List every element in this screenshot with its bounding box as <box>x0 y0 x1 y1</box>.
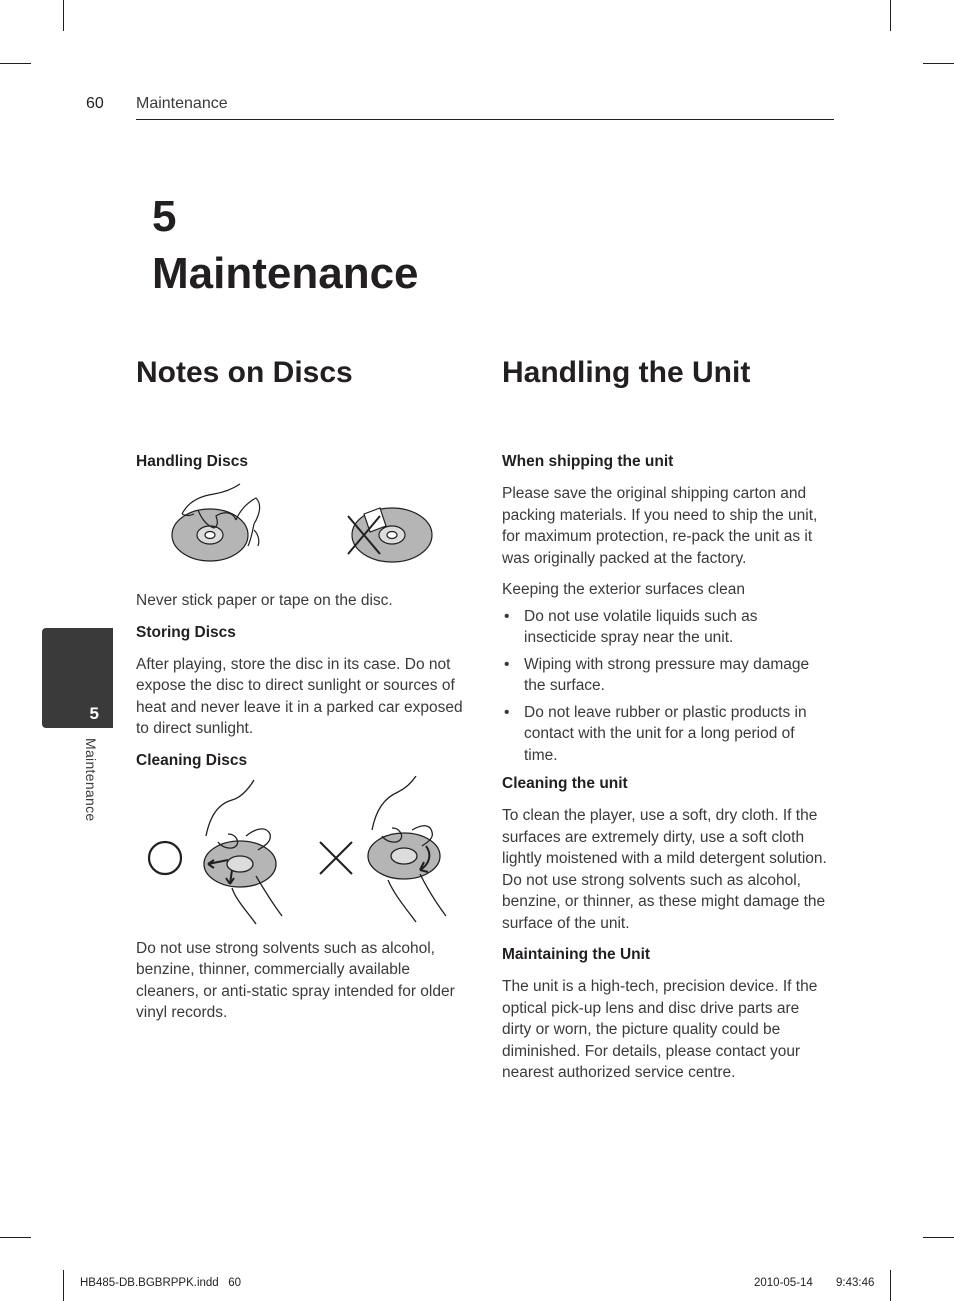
handling-discs-illustration <box>136 480 470 572</box>
exterior-intro: Keeping the exterior surfaces clean <box>502 581 745 598</box>
section-heading-handling-the-unit: Handling the Unit <box>502 356 751 389</box>
running-title: Maintenance <box>136 95 228 112</box>
footer-timestamp: 2010-05-14 9:43:46 <box>754 1277 875 1289</box>
maintaining-unit-text: The unit is a high-tech, precision device. If the optical pick-up lens and disc drive parts are dirty or worn, the picture quality could be diminished. For details, please contact your nearest authorized service centre. <box>502 978 818 1081</box>
crop-mark <box>923 1237 954 1238</box>
chapter-tab-number: 5 <box>89 704 99 723</box>
footer-file-name: HB485-DB.BGBRPPK.indd 60 <box>80 1277 242 1289</box>
section-heading-notes-on-discs: Notes on Discs <box>136 356 353 389</box>
subheading-handling-discs: Handling Discs <box>136 453 248 470</box>
subheading-cleaning-the-unit: Cleaning the unit <box>502 775 628 792</box>
crop-mark <box>63 0 64 31</box>
notes-on-discs-column <box>136 354 470 1024</box>
subheading-storing-discs: Storing Discs <box>136 623 236 641</box>
chapter-number: 5 <box>152 192 177 241</box>
crop-mark <box>890 0 891 31</box>
chapter-tab-label: Maintenance <box>83 738 99 822</box>
shipping-text: Please save the original shipping carton and packing materials. If you need to ship the unit, for maximum protection, re-pack the unit as it was originally packed at the factory. <box>502 485 818 567</box>
list-item: • Do not use volatile liquids such as insecticide spray near the unit. <box>502 606 832 649</box>
header-rule <box>136 119 834 120</box>
exterior-bullet-list <box>502 606 832 767</box>
subheading-maintaining-the-unit: Maintaining the Unit <box>502 946 651 963</box>
cleaning-unit-text: To clean the player, use a soft, dry cloth. If the surfaces are extremely dirty, use a soft cloth lightly moistened with a mild detergent solution. Do not use strong solvents such as alcohol, benzine, or thinner, as these might damage the surface of the unit. <box>502 807 827 932</box>
crop-mark <box>0 1237 31 1238</box>
list-item: • Do not leave rubber or plastic products in contact with the unit for a long period of time. <box>502 702 832 767</box>
handling-the-unit-column <box>502 354 832 1084</box>
chapter-title: Maintenance <box>152 249 419 298</box>
storing-discs-text: After playing, store the disc in its case. Do not expose the disc to direct sunlight or sources of heat and never leave it in a parked car exposed to direct sunlight. <box>136 655 463 737</box>
crop-mark <box>890 1270 891 1301</box>
subheading-when-shipping: When shipping the unit <box>502 453 674 470</box>
page-number: 60 <box>86 95 104 112</box>
chapter-tab <box>42 628 113 728</box>
handling-discs-caption: Never stick paper or tape on the disc. <box>136 592 393 609</box>
crop-mark <box>63 1270 64 1301</box>
cleaning-discs-illustration <box>136 776 470 926</box>
subheading-cleaning-discs: Cleaning Discs <box>136 751 248 769</box>
crop-mark <box>923 63 954 64</box>
crop-mark <box>0 63 31 64</box>
list-item: • Wiping with strong pressure may damage the surface. <box>502 654 832 697</box>
cleaning-discs-text: Do not use strong solvents such as alcohol, benzine, thinner, commercially available cleaners, or anti-static spray intended for older vinyl records. <box>136 939 455 1021</box>
